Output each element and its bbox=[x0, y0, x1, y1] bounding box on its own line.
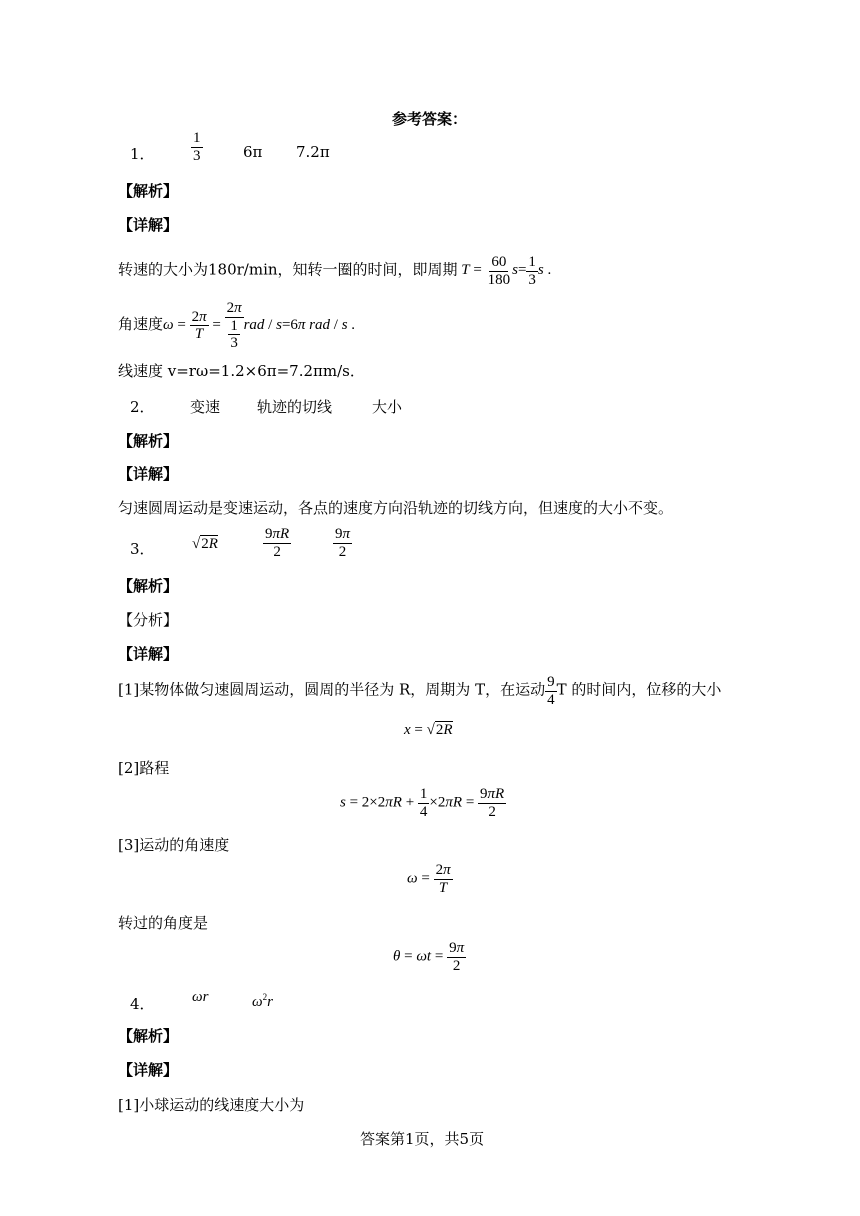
q3-answer-3: $\frac{9\pi}{2}$ bbox=[335, 526, 351, 560]
q2-answer-1: 变速 bbox=[190, 398, 221, 416]
page-title: 参考答案： bbox=[392, 110, 468, 128]
q3-eq-omega: ω = $\frac{2\pi}{T}$ bbox=[407, 862, 451, 896]
q3-analysis-label: 【解析】 bbox=[118, 577, 179, 595]
q4-para-1: [1]小球运动的线速度大小为 bbox=[118, 1096, 305, 1114]
q4-detail-label: 【详解】 bbox=[118, 1061, 179, 1079]
q1-answer-1: $\frac{1}{3}$ bbox=[193, 130, 201, 164]
q4-answer-2: $\omega^2r$ bbox=[252, 992, 273, 1010]
q1-answer-2: 6π bbox=[243, 143, 263, 161]
q3-number: 3． bbox=[130, 540, 155, 558]
q1-analysis-label: 【解析】 bbox=[118, 182, 179, 200]
q1-answer-3: 7.2π bbox=[296, 143, 330, 161]
q3-para-3: [3]运动的角速度 bbox=[118, 836, 230, 854]
q3-fenxi-label: 【分析】 bbox=[118, 611, 179, 629]
q1-number: 1． bbox=[130, 145, 155, 163]
q1-explain-1: 转速的大小为180r/min，知转一圈的时间，即周期 T = $\frac{60}{180}$ s= $\frac{1}{3}$ s . bbox=[118, 254, 552, 288]
q2-number: 2． bbox=[130, 398, 155, 416]
q3-detail-label: 【详解】 bbox=[118, 645, 179, 663]
q1-detail-label: 【详解】 bbox=[118, 216, 179, 234]
q2-analysis-label: 【解析】 bbox=[118, 432, 179, 450]
q2-explain: 匀速圆周运动是变速运动，各点的速度方向沿轨迹的切线方向，但速度的大小不变。 bbox=[118, 499, 674, 517]
q3-eq-theta: θ = ωt = $\frac{9\pi}{2}$ bbox=[393, 940, 465, 974]
q1-explain-3: 线速度 v=rω=1.2×6π=7.2πm/s． bbox=[118, 362, 365, 380]
q3-para-2: [2]路程 bbox=[118, 759, 170, 777]
q3-answer-2: $\frac{9\pi R}{2}$ bbox=[265, 526, 290, 560]
page-footer: 答案第1页，共5页 bbox=[360, 1130, 485, 1148]
q3-para-4: 转过的角度是 bbox=[118, 914, 209, 932]
q4-number: 4． bbox=[130, 995, 155, 1013]
q2-answer-3: 大小 bbox=[372, 398, 403, 416]
q2-answer-2: 轨迹的切线 bbox=[257, 398, 333, 416]
q3-para-1: [1]某物体做匀速圆周运动，圆周的半径为 R，周期为 T，在运动 $\frac{9}{4}$ T 的时间内，位移的大小 bbox=[118, 674, 722, 708]
q1-explain-2: 角速度ω = $\frac{2\pi}{T}$ = $\frac{2\pi}{\frac{1}{3}}$ rad / s=6π rad / s . bbox=[118, 300, 356, 351]
q3-eq-displacement: x = √2R bbox=[404, 722, 453, 738]
q3-eq-path: s = 2×2πR + $\frac{1}{4}$ ×2πR = $\frac{9\pi R}{2}$ bbox=[340, 786, 505, 820]
q4-analysis-label: 【解析】 bbox=[118, 1027, 179, 1045]
q2-detail-label: 【详解】 bbox=[118, 465, 179, 483]
q4-answer-1: ωr bbox=[192, 989, 209, 1005]
q3-answer-1: √2R bbox=[192, 536, 218, 552]
